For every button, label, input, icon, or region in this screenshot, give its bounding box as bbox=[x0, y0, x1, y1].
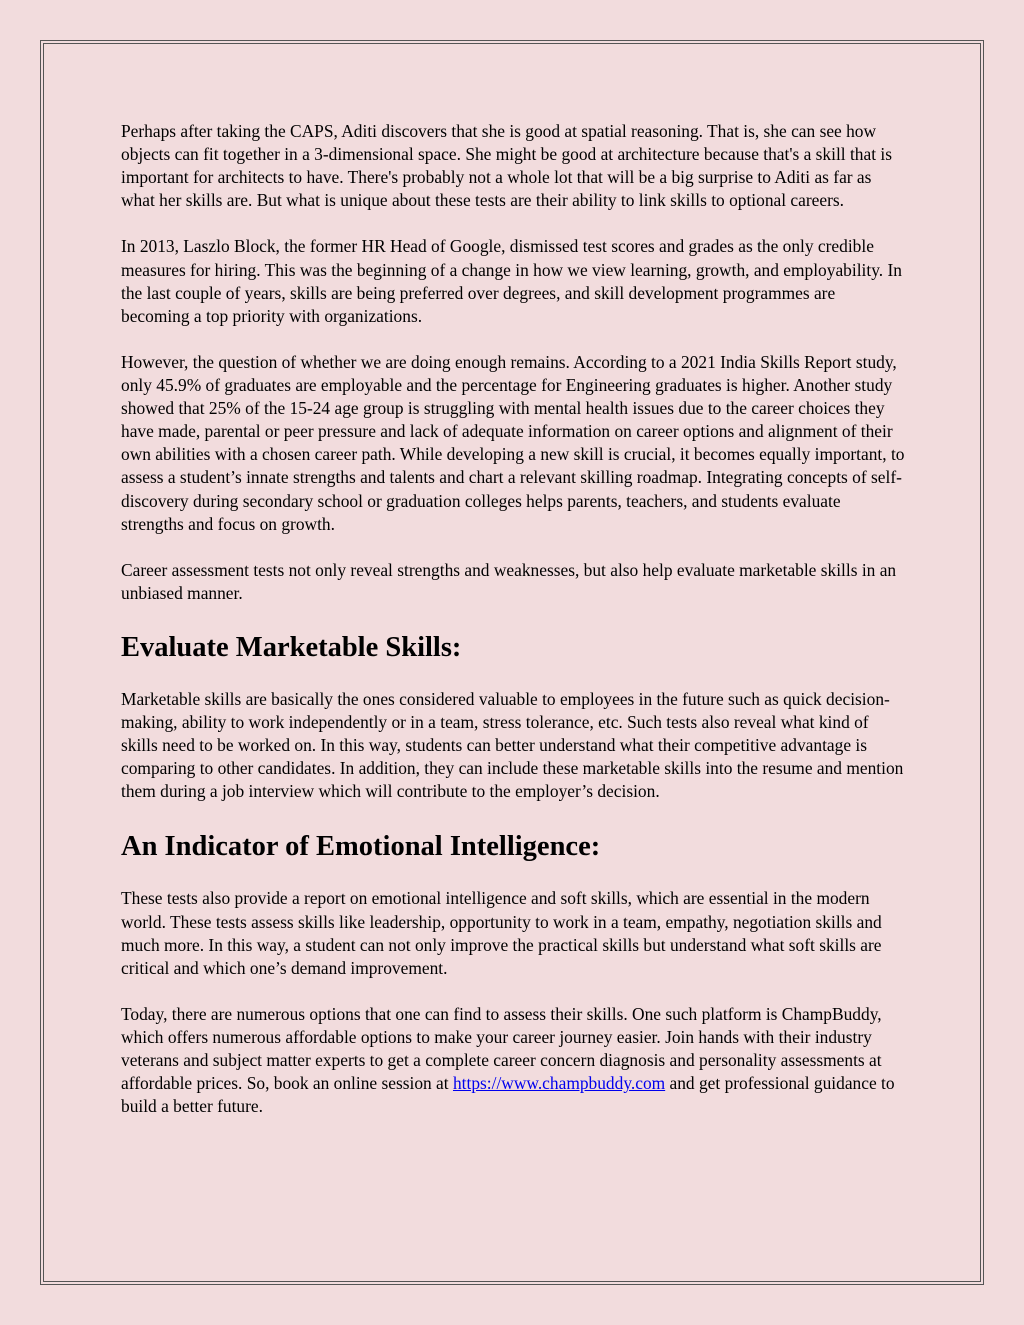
paragraph-india-skills-report: However, the question of whether we are doing enough remains. According to a 2021 India Skills Report study, only 45.9% of graduates are employable and the percentage for Engineering graduates is higher. Another study showed that 25% of the 15-24 age group is struggling with mental health issues due to the career choices they have made, parental or peer pressure and lack of adequate information on career options and alignment of their own abilities with a chosen career path. While developing a new skill is crucial, it becomes equally important, to assess a student’s innate strengths and talents and chart a relevant skilling roadmap. Integrating concepts of self-discovery during secondary school or graduation colleges helps parents, teachers, and students evaluate strengths and focus on growth. bbox=[121, 351, 905, 534]
paragraph-laszlo-block: In 2013, Laszlo Block, the former HR Head of Google, dismissed test scores and grades as the only credible measures for hiring. This was the beginning of a change in how we view learning, growth, and employability. In the last couple of years, skills are being preferred over degrees, and skill development programmes are becoming a top priority with organizations. bbox=[121, 236, 902, 326]
paragraph-emotional-intelligence: These tests also provide a report on emotional intelligence and soft skills, which are essential in the modern world. These tests assess skills like leadership, opportunity to work in a team, empathy, negotiation skills and much more. In this way, a student can not only improve the practical skills but understand what soft skills are critical and which one’s demand improvement. bbox=[121, 888, 882, 978]
document-body bbox=[121, 120, 906, 1118]
paragraph-career-assessment: Career assessment tests not only reveal strengths and weaknesses, but also help evaluate marketable skills in an unbiased manner. bbox=[121, 559, 897, 603]
champbuddy-text-after-link: and get professional guidance to build a better future. bbox=[121, 1073, 895, 1117]
paragraph-caps-intro: Perhaps after taking the CAPS, Aditi discovers that she is good at spatial reasoning. That is, she can see how objects can fit together in a 3-dimensional space. She might be good at architecture because that's a skill that is important for architects to have. There's probably not a whole lot that will be a big surprise to Aditi as far as what her skills are. But what is unique about these tests are their ability to link skills to optional careers. bbox=[121, 121, 892, 211]
heading-evaluate-marketable-skills: Evaluate Marketable Skills: bbox=[121, 631, 462, 663]
paragraph-marketable-skills: Marketable skills are basically the ones considered valuable to employees in the future such as quick decision-making, ability to work independently or in a team, stress tolerance, etc. Such tests also reveal what kind of skills need to be worked on. In this way, students can better understand what their competitive advantage is comparing to other candidates. In addition, they can include these marketable skills into the resume and mention them during a job interview which will contribute to the employer’s decision. bbox=[121, 688, 904, 802]
champbuddy-text-before-link: Today, there are numerous options that one can find to assess their skills. One such platform is ChampBuddy, which offers numerous affordable options to make your career journey easier. Join hands with their industry veterans and subject matter experts to get a complete career concern diagnosis and personality assessments at affordable prices. So, book an online session at bbox=[121, 1003, 882, 1094]
champbuddy-link[interactable]: https://www.champbuddy.com bbox=[452, 1073, 666, 1094]
paragraph-champbuddy bbox=[121, 1003, 906, 1118]
heading-emotional-intelligence: An Indicator of Emotional Intelligence: bbox=[121, 831, 601, 863]
